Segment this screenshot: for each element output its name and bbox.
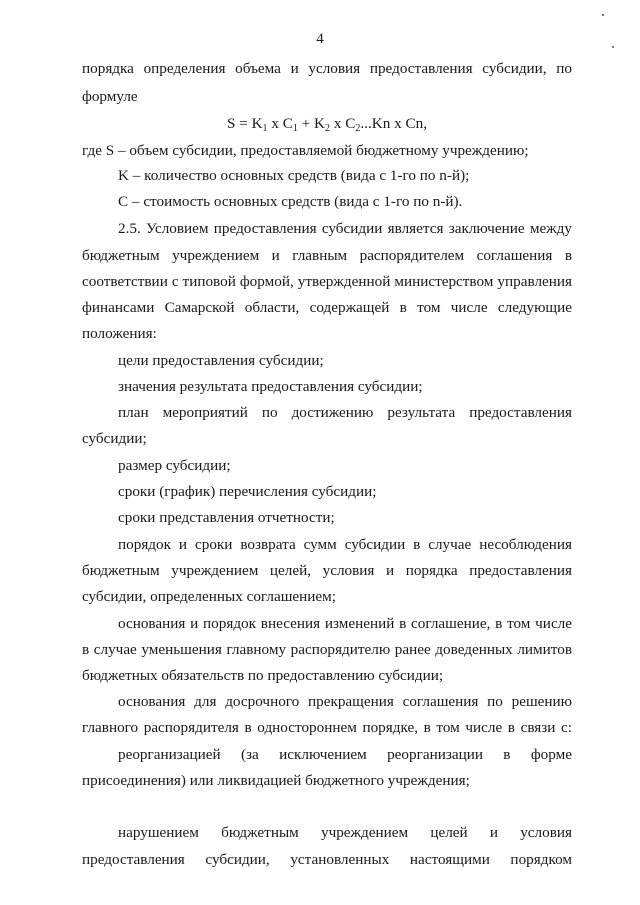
list-item: размер субсидии; [118,457,231,474]
list-item: субсидии; [82,430,147,447]
list-item: нарушением бюджетным учреждением целей и условия [118,824,572,841]
paragraph-line: соответствии с типовой формой, утвержденной министерством управления [82,273,572,290]
list-item: основания и порядок внесения изменений в соглашение, в том числе [118,615,572,632]
formula: $S = K_1$ x $C_1 + K_2$ x $C_2...Kn$ x Cn, [226,115,428,134]
list-item: субсидии, определенных соглашением; [82,588,336,605]
list-item: главного распорядителя в одностороннем порядке, в том числе в связи с: [82,719,572,736]
page-number: 4 [316,31,324,47]
list-item: основания для досрочного прекращения соглашения по решению [118,693,572,710]
list-item: в случае уменьшения главному распорядителю ранее доведенных лимитов [82,641,572,658]
list-item: присоединения) или ликвидацией бюджетного учреждения; [82,772,470,789]
paragraph-line: положения: [82,325,157,342]
list-item: бюджетных обязательств по предоставлению субсидии; [82,667,444,684]
paragraph-line: финансами Самарской области, содержащей в том числе следующие [82,299,572,316]
list-item: значения результата предоставления субсидии; [118,378,423,395]
list-item: сроки (график) перечисления субсидии; [118,483,377,500]
paragraph-line: 2.5. Условием предоставления субсидии является заключение между [118,220,572,237]
paragraph-line: K – количество основных средств (вида с 1-го по n-й); [118,167,470,184]
list-item: план мероприятий по достижению результата предоставления [118,404,572,421]
list-item: сроки представления отчетности; [118,509,335,526]
list-item: бюджетным учреждением целей, условия и порядка предоставления [82,562,572,579]
paragraph-line: порядка определения объема и условия предоставления субсидии, по [82,60,572,77]
list-item: цели предоставления субсидии; [118,352,324,369]
paragraph-line: где S – объем субсидии, предоставляемой бюджетному учреждению; [82,142,529,159]
paragraph-line: формуле [82,88,138,105]
paragraph-line: бюджетным учреждением и главным распорядителем соглашения в [82,247,572,264]
list-item: порядок и сроки возврата сумм субсидии в случае несоблюдения [118,536,572,553]
paragraph-line: C – стоимость основных средств (вида с 1-го по n-й). [118,193,463,210]
list-item: предоставления субсидии, установленных настоящими порядком [82,851,572,868]
scan-dot [602,14,604,16]
list-item: реорганизацией (за исключением реорганизации в форме [118,746,572,763]
